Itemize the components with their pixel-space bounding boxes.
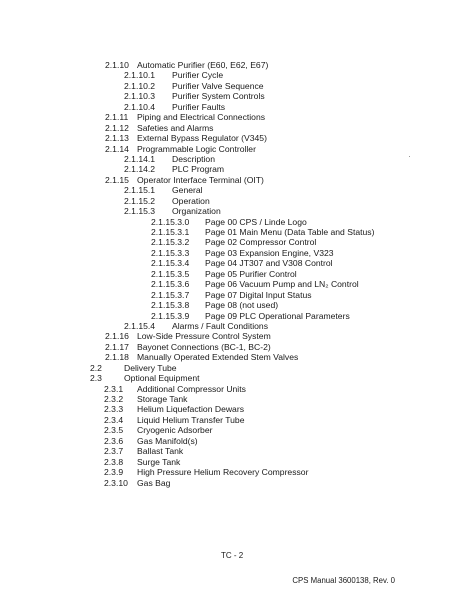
toc-entry [0,321,463,331]
toc-entry-title: Low-Side Pressure Control System [137,331,271,342]
toc-entry-title: Description [172,153,215,164]
toc-entry-title: Page 03 Expansion Engine, V323 [205,247,334,258]
toc-entry-number: 2.1.10 [105,60,129,70]
toc-entry-title: Cryogenic Adsorber [137,425,213,436]
toc-entry-title: Page 06 Vacuum Pump and LN₂ Control [205,279,359,290]
toc-entry-number: 2.3 [90,373,102,384]
toc-entry-number: 2.1.15.3.9 [151,310,190,321]
toc-entry-number: 2.3.5 [104,425,124,436]
toc-entry-number: 2.3.7 [104,446,124,457]
toc-entry-title: Operation [172,195,210,206]
toc-entry-title: Safeties and Alarms [137,122,214,133]
toc-entry-title: Liquid Helium Transfer Tube [137,414,245,425]
toc-entry [0,91,463,101]
toc-entry-number: 2.1.15.2 [124,195,156,206]
toc-entry-title: Ballast Tank [137,446,184,457]
toc-entry-number: 2.1.16 [105,331,129,342]
toc-entry-title: Gas Bag [137,477,171,488]
toc-entry-title: General [172,185,203,196]
toc-entry-title: Surge Tank [137,456,181,467]
toc-entry-number: 2.3.3 [104,404,124,415]
toc-entry-number: 2.1.15.3 [124,206,156,217]
toc-entry [0,185,463,195]
toc-entry [0,279,463,289]
toc-entry-number: 2.3.4 [104,414,124,425]
toc-entry [0,133,463,143]
toc-entry-title: Purifier System Controls [172,91,265,102]
toc-entry [0,352,463,362]
toc-entry-title: Purifier Valve Sequence [172,80,264,91]
toc-entry-number: 2.3.10 [104,477,128,488]
toc-entry-title: Gas Manifold(s) [137,435,198,446]
toc-entry [0,102,463,112]
toc-entry [0,425,463,435]
toc-entry-title: Manually Operated Extended Stem Valves [137,352,299,363]
toc-entry-title: Operator Interface Terminal (OIT) [137,174,264,185]
toc-entry-title: Purifier Faults [172,101,226,112]
toc-entry-number: 2.1.15.3.6 [151,279,190,290]
toc-entry [0,467,463,477]
toc-entry [0,290,463,300]
toc-entry-title: Programmable Logic Controller [137,143,256,154]
toc-entry-number: 2.1.15.3.3 [151,247,190,258]
toc-entry-title: Automatic Purifier (E60, E62, E67) [137,60,269,70]
toc-entry [0,154,463,164]
toc-entry-number: 2.3.1 [104,383,124,394]
toc-entry-number: 2.3.8 [104,456,124,467]
toc-entry-number: 2.1.15.1 [124,185,156,196]
toc-entry [0,258,463,268]
toc-entry-number: 2.1.17 [105,341,129,352]
toc-entry [0,269,463,279]
toc-entry-number: 2.3.9 [104,467,124,478]
toc-entry [0,60,463,70]
toc-entry-number: 2.1.15.4 [124,320,156,331]
toc-entry-title: Storage Tank [137,394,188,404]
toc-entry-number: 2.1.11 [105,112,129,123]
toc-entry-number: 2.1.15.3.8 [151,300,190,311]
toc-entry [0,404,463,414]
toc-entry-number: 2.2 [90,362,102,373]
toc-entry-title: Page 07 Digital Input Status [205,289,312,300]
toc-entry-number: 2.3.6 [104,435,124,446]
toc-entry-number: 2.1.15.3.5 [151,268,190,279]
toc-entry-number: 2.1.10.1 [124,70,156,81]
toc-entry-title: Page 00 CPS / Linde Logo [205,216,307,227]
toc-entry-title: Bayonet Connections (BC-1, BC-2) [137,341,271,352]
toc-entry-title: Page 01 Main Menu (Data Table and Status) [205,227,375,237]
toc-entry-number: 2.1.15.3.4 [151,258,190,269]
toc-entry-title: Page 05 Purifier Control [205,268,297,279]
toc-entry-title: Additional Compressor Units [137,383,246,394]
toc-entry [0,478,463,488]
toc-entry [0,342,463,352]
toc-entry-title: PLC Program [172,164,225,175]
toc-entry-title: Purifier Cycle [172,70,224,81]
scan-speck [409,156,410,157]
toc-entry-title: Page 08 (not used) [205,300,279,311]
toc-entry-number: 2.1.10.2 [124,80,156,91]
toc-entry [0,237,463,247]
toc-entry-number: 2.1.10.3 [124,91,156,102]
toc-entry [0,394,463,404]
table-of-contents [0,60,463,488]
toc-entry [0,217,463,227]
toc-entry-number: 2.1.15.3.1 [151,227,190,237]
page-number: TC - 2 [221,551,244,560]
toc-entry [0,415,463,425]
toc-entry [0,112,463,122]
toc-entry [0,164,463,174]
toc-entry [0,311,463,321]
toc-entry [0,196,463,206]
toc-entry-number: 2.1.18 [105,352,129,363]
toc-entry [0,446,463,456]
toc-entry-title: Page 04 JT307 and V308 Control [205,258,333,269]
toc-entry [0,436,463,446]
toc-entry-title: High Pressure Helium Recovery Compressor [137,467,309,478]
toc-entry [0,457,463,467]
toc-entry-number: 2.1.15.3.7 [151,289,190,300]
toc-entry [0,175,463,185]
toc-entry-title: Helium Liquefaction Dewars [137,404,244,415]
toc-entry [0,70,463,80]
toc-entry-title: Page 09 PLC Operational Parameters [205,310,350,321]
toc-entry [0,363,463,373]
toc-entry [0,123,463,133]
toc-entry [0,248,463,258]
toc-entry-title: Delivery Tube [124,362,177,373]
toc-entry-number: 2.1.15.3.2 [151,237,190,248]
toc-entry-number: 2.1.14.2 [124,164,156,175]
toc-entry-title: Alarms / Fault Conditions [172,320,268,331]
toc-entry [0,81,463,91]
toc-entry-number: 2.1.13 [105,133,129,144]
toc-entry-title: External Bypass Regulator (V345) [137,133,267,144]
toc-entry-number: 2.3.2 [104,394,124,404]
toc-entry [0,300,463,310]
toc-entry [0,384,463,394]
toc-entry [0,144,463,154]
toc-entry-title: Page 02 Compressor Control [205,237,317,248]
toc-entry-title: Piping and Electrical Connections [137,112,266,123]
manual-reference: CPS Manual 3600138, Rev. 0 [292,576,395,585]
toc-entry [0,373,463,383]
toc-entry-number: 2.1.12 [105,122,129,133]
toc-entry-title: Optional Equipment [124,373,200,384]
toc-entry-number: 2.1.10.4 [124,101,156,112]
toc-entry [0,206,463,216]
toc-entry-number: 2.1.14.1 [124,153,156,164]
toc-entry-number: 2.1.14 [105,143,129,154]
toc-entry-title: Organization [172,206,221,217]
toc-entry-number: 2.1.15 [105,174,129,185]
toc-entry-number: 2.1.15.3.0 [151,216,190,227]
toc-entry [0,227,463,237]
toc-entry [0,331,463,341]
